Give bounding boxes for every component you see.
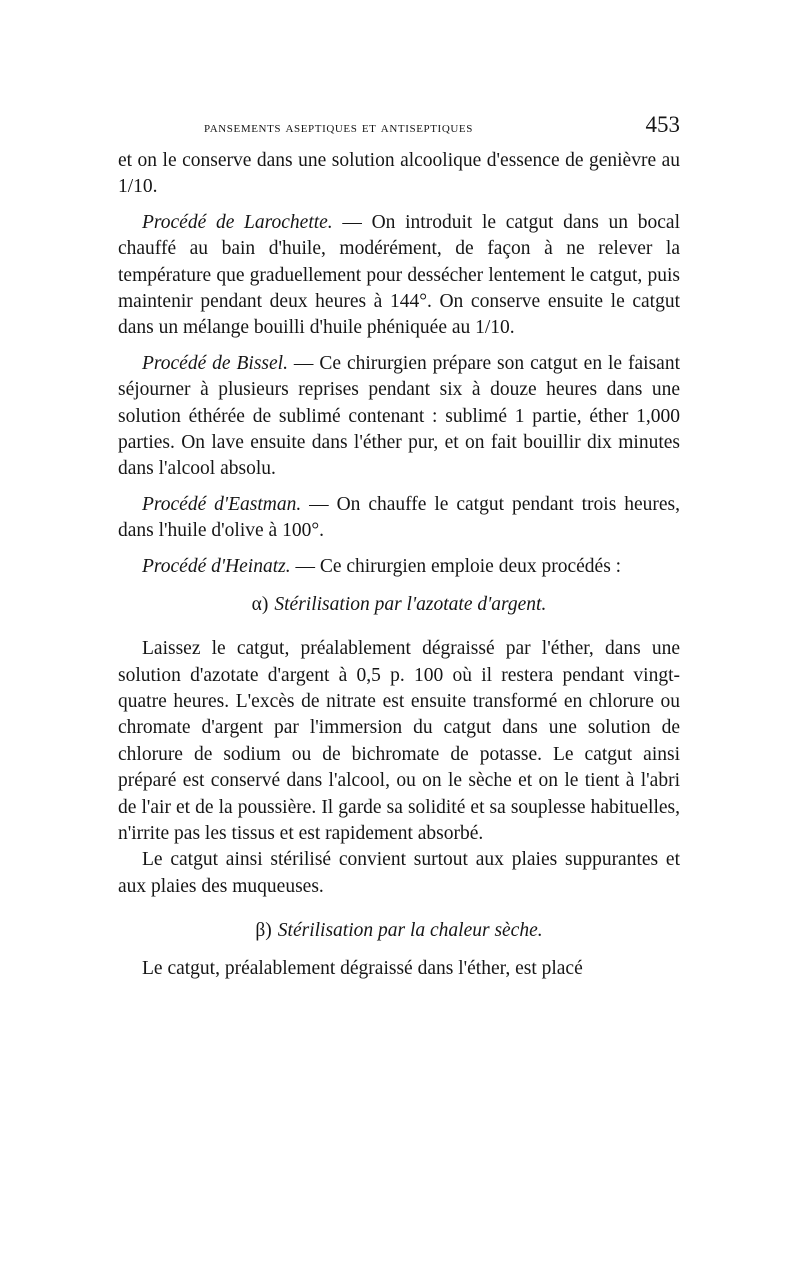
- subheading-title: Stérilisation par la chaleur sèche.: [277, 920, 543, 942]
- paragraph-suppurantes: Le catgut ainsi stérilisé convient surtout aux plaies suppurantes et aux plaies des muqueuses.: [118, 849, 680, 897]
- page-number: 453: [645, 112, 680, 137]
- paragraph-chaleur: Le catgut, préalablement dégraissé dans l'éther, est placé: [142, 958, 583, 980]
- procedure-name: Procédé de Larochette.: [142, 211, 333, 233]
- paragraph-text: — Ce chirurgien emploie deux procédés :: [290, 555, 622, 577]
- paragraph-text: — On chauffe le catgut pendant trois heures, dans l'huile d'olive à 100°.: [118, 493, 680, 542]
- procedure-name: Procédé d'Heinatz.: [142, 555, 291, 577]
- paragraph-bissel: [118, 351, 680, 483]
- subheading-marker: α): [251, 594, 269, 616]
- subheading-alpha: [118, 592, 680, 618]
- paragraph-text: — Ce chirurgien prépare son catgut en le faisant séjourner à plusieurs reprises pendant six à douze heures dans une solution éthérée de sublimé contenant : sublimé 1 partie, éther 1,000 parties. On lave ensuite dans l'éther pur, et on fait bouillir dix minutes dans l'alcool absolu.: [118, 352, 680, 480]
- procedure-name: Procédé d'Eastman.: [142, 493, 302, 515]
- paragraph-azotate: Laissez le catgut, préalablement dégraissé par l'éther, dans une solution d'azotate d'argent à 0,5 p. 100 où il restera pendant vingt-quatre heures. L'excès de nitrate est ensuite transformé en chlorure ou chromate d'argent par l'immersion du catgut dans une solution de chlorure de sodium ou de bichromate de potasse. Le catgut ainsi préparé est conservé dans l'alcool, ou on le sèche et on le tient à l'abri de l'air et de la poussière. Il garde sa solidité et sa souplesse habituelles, n'irrite pas les tissus et est rapidement absorbé.: [118, 638, 680, 844]
- procedure-name: Procédé de Bissel.: [142, 352, 288, 374]
- running-head: [118, 112, 680, 144]
- book-page: [118, 112, 680, 983]
- subheading-beta: [118, 918, 680, 944]
- paragraph-eastman: [118, 492, 680, 545]
- paragraph-continuation: et on le conserve dans une solution alcoolique d'essence de genièvre au 1/10.: [118, 150, 680, 198]
- subheading-marker: β): [255, 920, 272, 942]
- paragraph-larochette: [118, 210, 680, 342]
- running-title: pansements aseptiques et antiseptiques: [204, 120, 473, 136]
- paragraph-heinatz: [118, 554, 680, 580]
- subheading-title: Stérilisation par l'azotate d'argent.: [274, 594, 547, 616]
- paragraph-text: — On introduit le catgut dans un bocal chauffé au bain d'huile, modérément, de façon à ne relever la température que graduellement pour dessécher lentement le catgut, puis maintenir pendant deux heures à 144°. On conserve ensuite le catgut dans un mélange bouilli d'huile phéniquée au 1/10.: [118, 211, 680, 339]
